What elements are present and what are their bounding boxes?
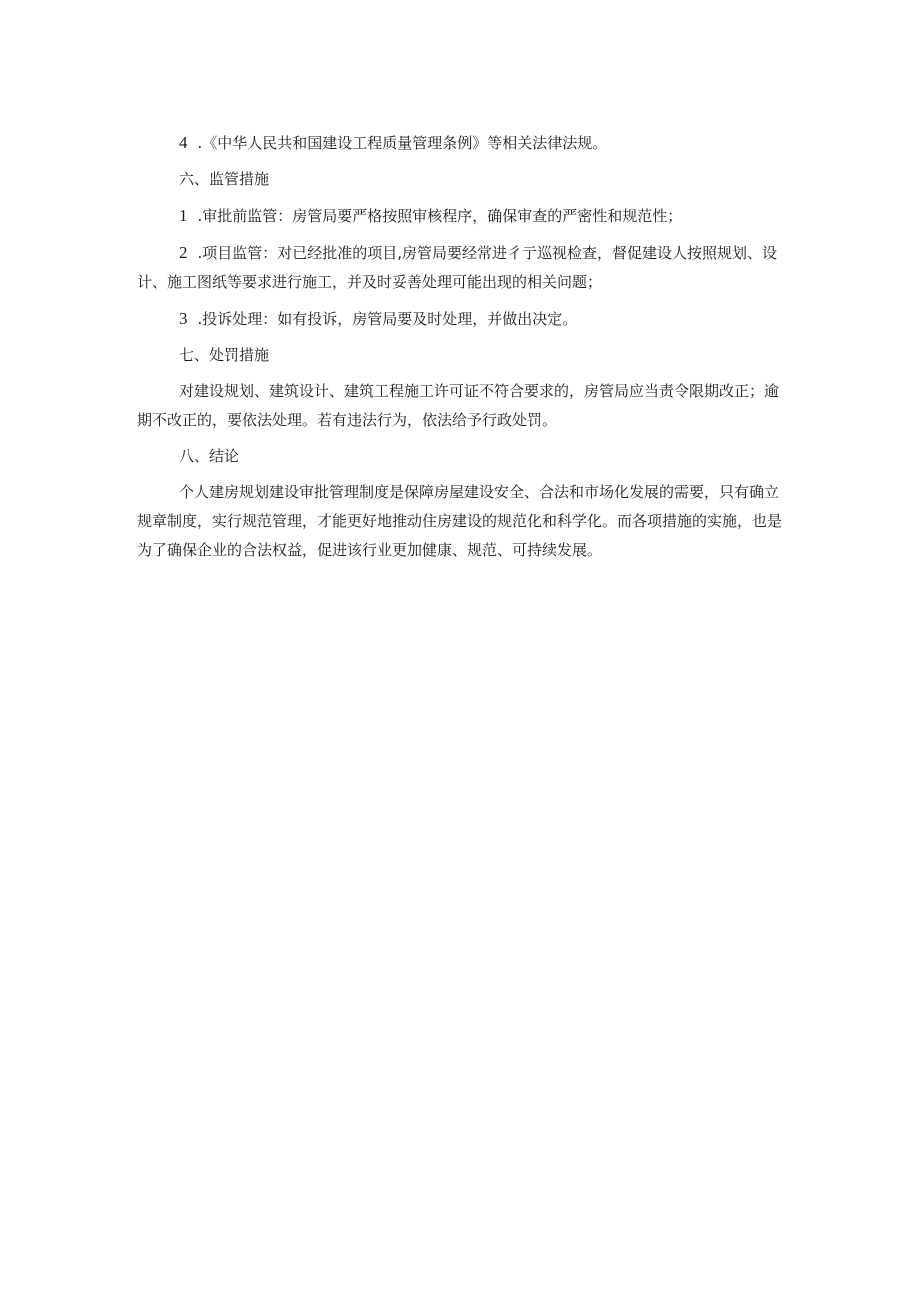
- item-number: 2: [179, 243, 188, 262]
- conclusion-body: 个人建房规划建设审批管理制度是保障房屋建设安全、合法和市场化发展的需要，只有确立规章制度，实行规范管理，才能更好地推动住房建设的规范化和科学化。而各项措施的实施，也是为了确保企业的合法权益，促进该行业更加健康、规范、可持续发展。: [137, 483, 783, 559]
- item-text: .《中华人民共和国建设工程质量管理条例》等相关法律法规。: [197, 134, 608, 152]
- supervision-item-2: [137, 238, 787, 297]
- item-number: 1: [179, 206, 188, 225]
- section-heading-conclusion: 八、结论: [179, 447, 240, 465]
- item-number: 3: [179, 309, 188, 328]
- section-heading-supervision: 六、监管措施: [179, 170, 270, 188]
- item-text: .审批前监管：房管局要严格按照审核程序，确保审查的严密性和规范性；: [197, 207, 683, 225]
- supervision-item-1: [137, 201, 787, 231]
- document-body: [137, 128, 787, 572]
- supervision-item-3: [137, 304, 787, 334]
- section-heading-penalties: 七、处罚措施: [179, 346, 270, 364]
- item-text: .项目监管：对已经批准的项目,房管局要经常进彳亍巡视检查，督促建设人按照规划、设计、施工图纸等要求进行施工，并及时妥善处理可能出现的相关问题；: [137, 244, 778, 291]
- penalties-body: 对建设规划、建筑设计、建筑工程施工许可证不符合要求的，房管局应当责令限期改正；逾期不改正的，要依法处理。若有违法行为，依法给予行政处罚。: [137, 382, 780, 429]
- legal-basis-item-4: [137, 128, 787, 158]
- item-text: .投诉处理：如有投诉，房管局要及时处理，并做出决定。: [197, 310, 578, 328]
- item-number: 4: [179, 133, 188, 152]
